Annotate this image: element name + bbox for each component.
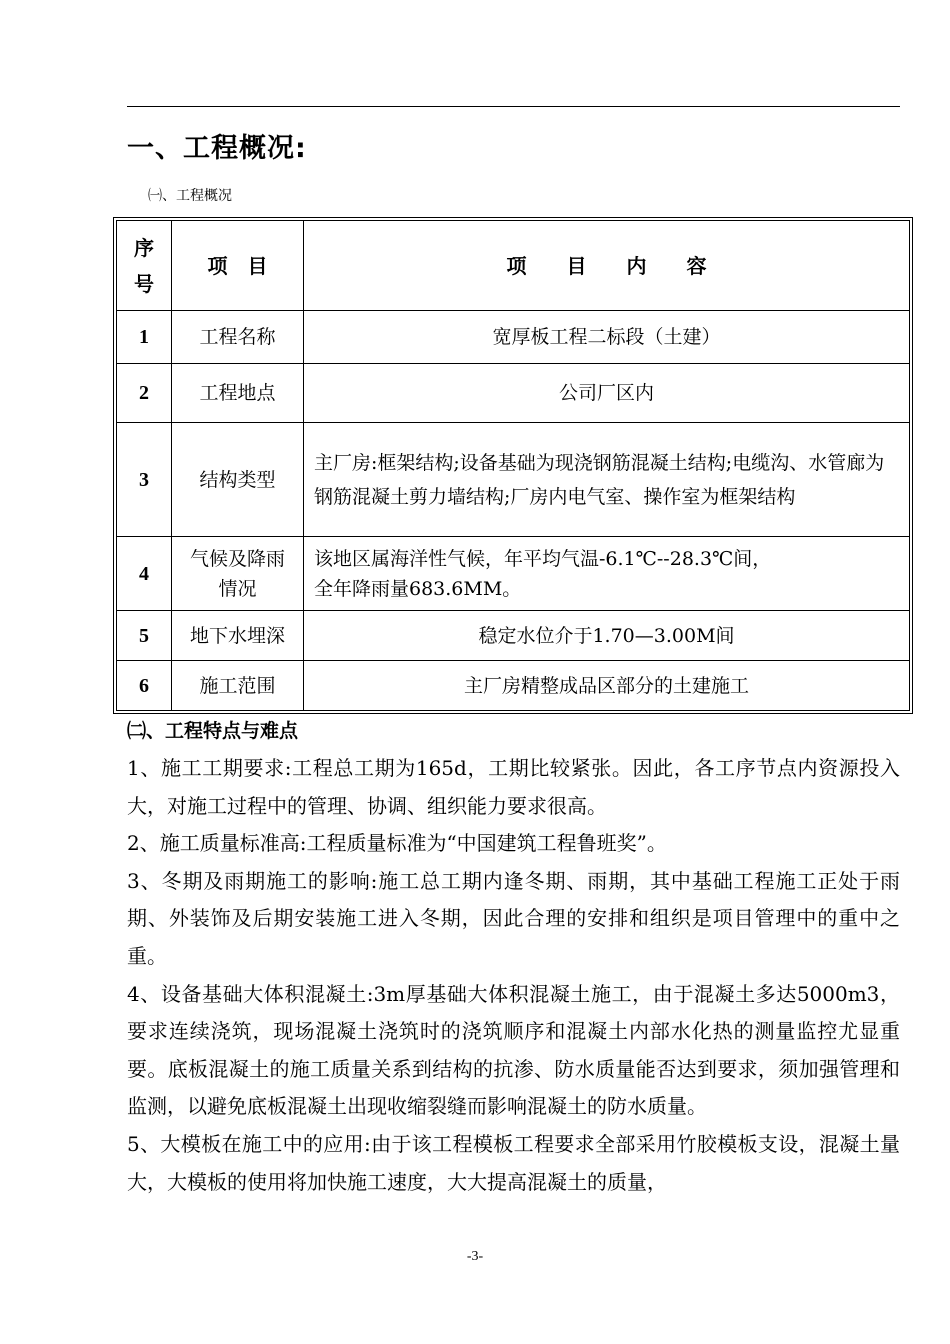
page-number: -3-: [466, 1249, 484, 1264]
row-content: 主厂房:框架结构;设备基础为现浇钢筋混凝土结构;电缆沟、水管廊为钢筋混凝土剪力墙结构;厂房内电气室、操作室为框架结构: [304, 423, 910, 537]
row-seq: 6: [117, 661, 172, 711]
project-overview-table: [113, 217, 913, 714]
paragraph: 4、设备基础大体积混凝土:3m厚基础大体积混凝土施工，由于混凝土多达5000m3，要求连续浇筑，现场混凝土浇筑时的浇筑顺序和混凝土内部水化热的测量监控尤显重要。底板混凝土的施工质量关系到结构的抗渗、防水质量能否达到要求，须加强管理和监测，以避免底板混凝土出现收缩裂缝而影响混凝土的防水质量。: [127, 981, 900, 1119]
table-row: [117, 611, 910, 661]
row-content: 宽厚板工程二标段（土建）: [304, 311, 910, 364]
paragraph: 2、施工质量标准高:工程质量标准为“中国建筑工程鲁班奖”。: [127, 831, 667, 856]
row-item: 施工范围: [172, 661, 304, 711]
row-item: 结构类型: [172, 423, 304, 537]
row-content: 公司厂区内: [304, 364, 910, 423]
paragraph: 3、冬期及雨期施工的影响:施工总工期内逢冬期、雨期，其中基础工程施工正处于雨期、外装饰及后期安装施工进入冬期，因此合理的安排和组织是项目管理中的重中之重。: [127, 868, 900, 968]
table-row: [117, 364, 910, 423]
row-seq: 5: [117, 611, 172, 661]
page-heading: 一、工程概况:: [127, 133, 307, 164]
paragraph: 1、施工工期要求:工程总工期为165d，工期比较紧张。因此，各工序节点内资源投入大，对施工过程中的管理、协调、组织能力要求很高。: [127, 756, 900, 818]
table-row: [117, 423, 910, 537]
row-content: 稳定水位介于1.70—3.00M间: [304, 611, 910, 661]
table-row: [117, 311, 910, 364]
table-header-row: [117, 221, 910, 311]
row-seq: 2: [117, 364, 172, 423]
header-rule: [127, 106, 900, 107]
row-seq: 3: [117, 423, 172, 537]
row-item: 工程名称: [172, 311, 304, 364]
table-row: [117, 537, 910, 611]
paragraph: 5、大模板在施工中的应用:由于该工程模板工程要求全部采用竹胶模板支设，混凝土量大，大模板的使用将加快施工速度，大大提高混凝土的质量，: [127, 1131, 900, 1194]
section-2-title: ㈡、工程特点与难点: [127, 720, 299, 742]
row-content: 该地区属海洋性气候，年平均气温-6.1℃--28.3℃间， 全年降雨量683.6MM。: [304, 537, 910, 611]
header-seq: 序 号: [117, 221, 172, 311]
section-1-subheading: ㈠、工程概况: [148, 188, 232, 204]
row-item: 工程地点: [172, 364, 304, 423]
row-content: 主厂房精整成品区部分的土建施工: [304, 661, 910, 711]
row-seq: 4: [117, 537, 172, 611]
header-content: 项 目 内 容: [304, 221, 910, 311]
section-2-body: [127, 750, 900, 1201]
header-item: 项 目: [172, 221, 304, 311]
row-seq: 1: [117, 311, 172, 364]
table-row: [117, 661, 910, 711]
row-item: 气候及降雨 情况: [172, 537, 304, 611]
row-item: 地下水埋深: [172, 611, 304, 661]
